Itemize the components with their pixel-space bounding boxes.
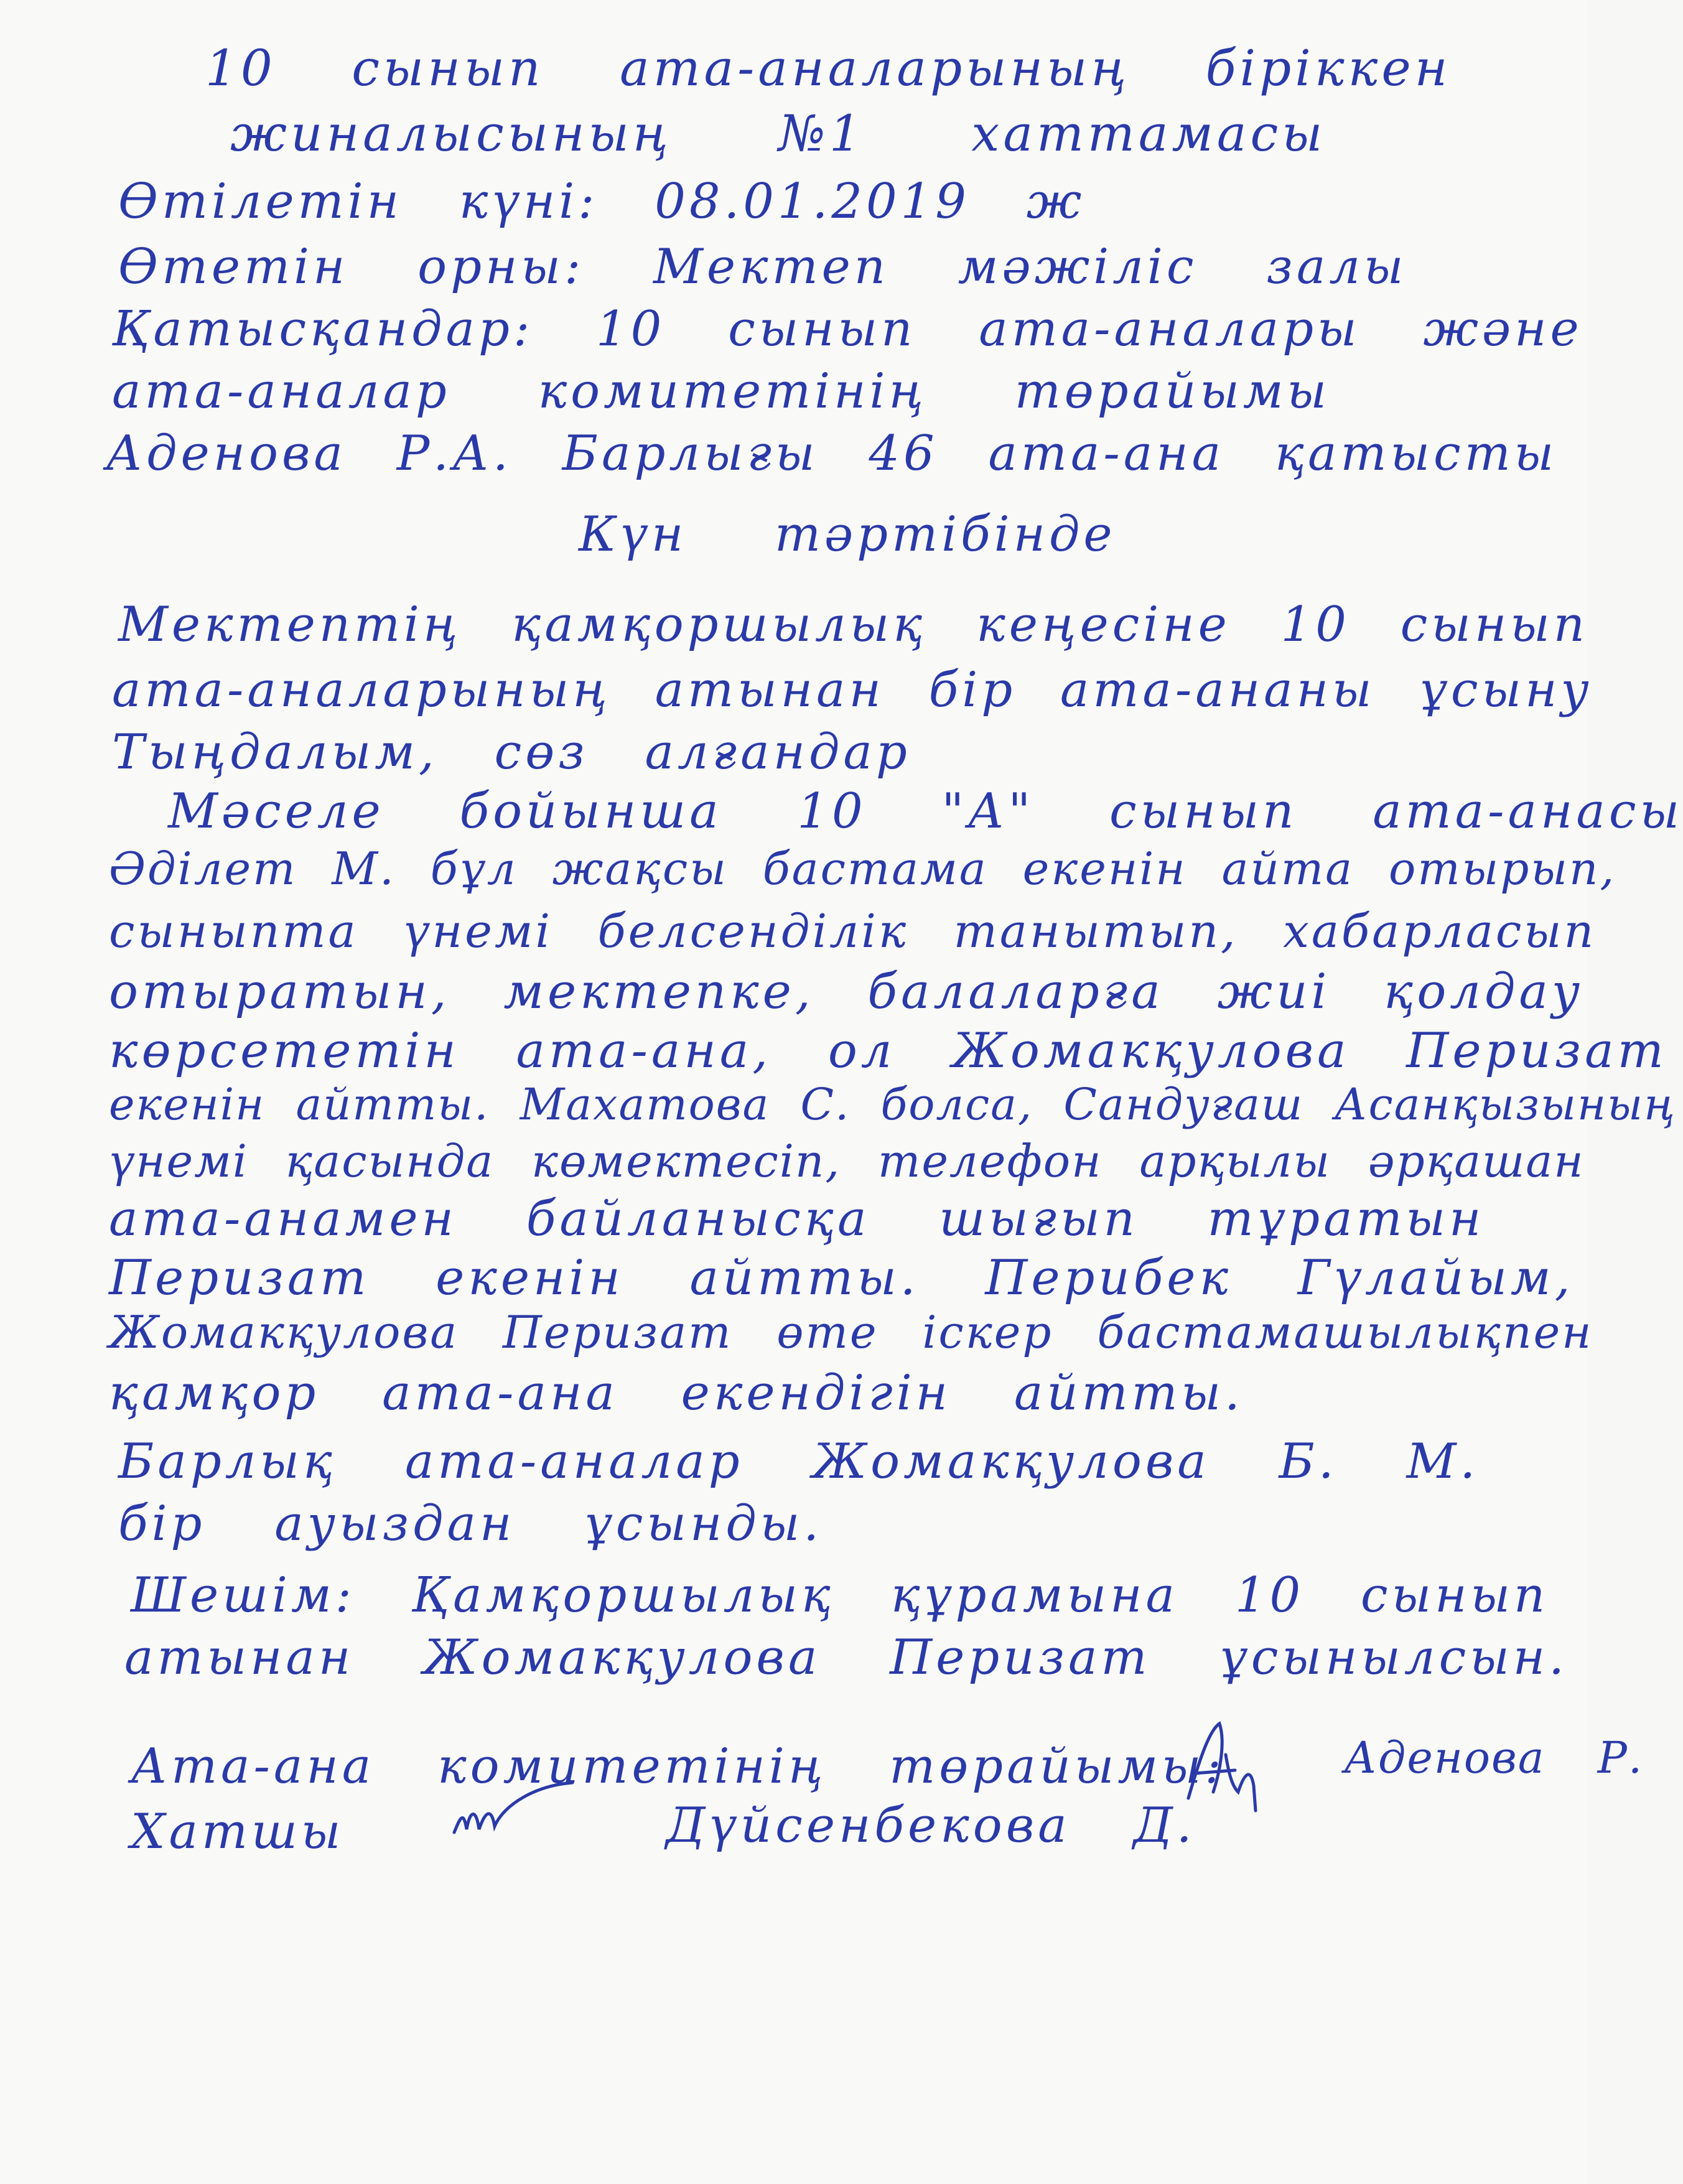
chair-label: Ата-ана комитетінің төрайымы: [131, 1738, 1225, 1794]
participants-line-1: Қатысқандар: 10 сынып ата-аналары және [112, 301, 1583, 357]
discussion-line-5: көрсететін ата-ана, ол Жомакқулова Перизат [109, 1023, 1667, 1079]
consensus-line-2: бір ауыздан ұсынды. [118, 1496, 823, 1552]
secretary-signature-icon [448, 1773, 585, 1848]
participants-line-3: Аденова Р.А. Барлығы 46 ата-ана қатысты [106, 426, 1558, 482]
secretary-label: Хатшы [131, 1804, 345, 1860]
discussion-line-2: Әділет М. бұл жақсы бастама екенін айта отырып, [109, 842, 1616, 895]
agenda-line-2: ата-аналарының атынан бір ата-ананы ұсыну [112, 662, 1593, 718]
discussion-line-11: қамқор ата-ана екендігін айтты. [109, 1365, 1244, 1421]
title-line-1: 10 сынып ата-аналарының біріккен [205, 39, 1452, 97]
discussion-line-9: Перизат екенін айтты. Перибек Гүлайым, [109, 1250, 1574, 1306]
title-line-2: жиналысының №1 хаттамасы [230, 105, 1326, 162]
chair-name: Аденова Р. [1344, 1732, 1644, 1783]
consensus-line-1: Барлық ата-аналар Жомакқулова Б. М. [118, 1434, 1480, 1490]
discussion-line-6: екенін айтты. Махатова С. болса, Сандуғаш Асанқызының [109, 1079, 1677, 1130]
decision-line-2: атынан Жомакқулова Перизат ұсынылсын. [124, 1630, 1568, 1686]
date-line: Өтілетін күні: 08.01.2019 ж [118, 174, 1086, 230]
decision-line-1: Шешім: Қамқоршылық құрамына 10 сынып [131, 1567, 1549, 1623]
agenda-line-1: Мектептің қамқоршылық кеңесіне 10 сынып [118, 597, 1588, 653]
agenda-line-3: Тыңдалым, сөз алғандар [112, 724, 911, 780]
agenda-heading: Күн тәртібінде [579, 506, 1116, 562]
participants-line-2: ата-аналар комитетінің төрайымы [112, 363, 1331, 419]
discussion-line-1: Мәселе бойынша 10 "А" сынып ата-анасы [168, 783, 1683, 839]
discussion-line-4: отыратын, мектепке, балаларға жиі қолдау [109, 964, 1584, 1020]
discussion-line-7: үнемі қасында көмектесіп, телефон арқылы әрқашан [109, 1135, 1585, 1187]
discussion-line-3: сыныпта үнемі белсенділік танытып, хабарласып [109, 905, 1597, 958]
discussion-line-10: Жомакқулова Перизат өте іскер бастамашылықпен [109, 1306, 1593, 1358]
secretary-name: Дүйсенбекова Д. [666, 1798, 1196, 1854]
discussion-line-8: ата-анамен байланысқа шығып тұратын [109, 1191, 1485, 1247]
place-line: Өтетін орны: Мектеп мәжіліс залы [118, 239, 1407, 295]
